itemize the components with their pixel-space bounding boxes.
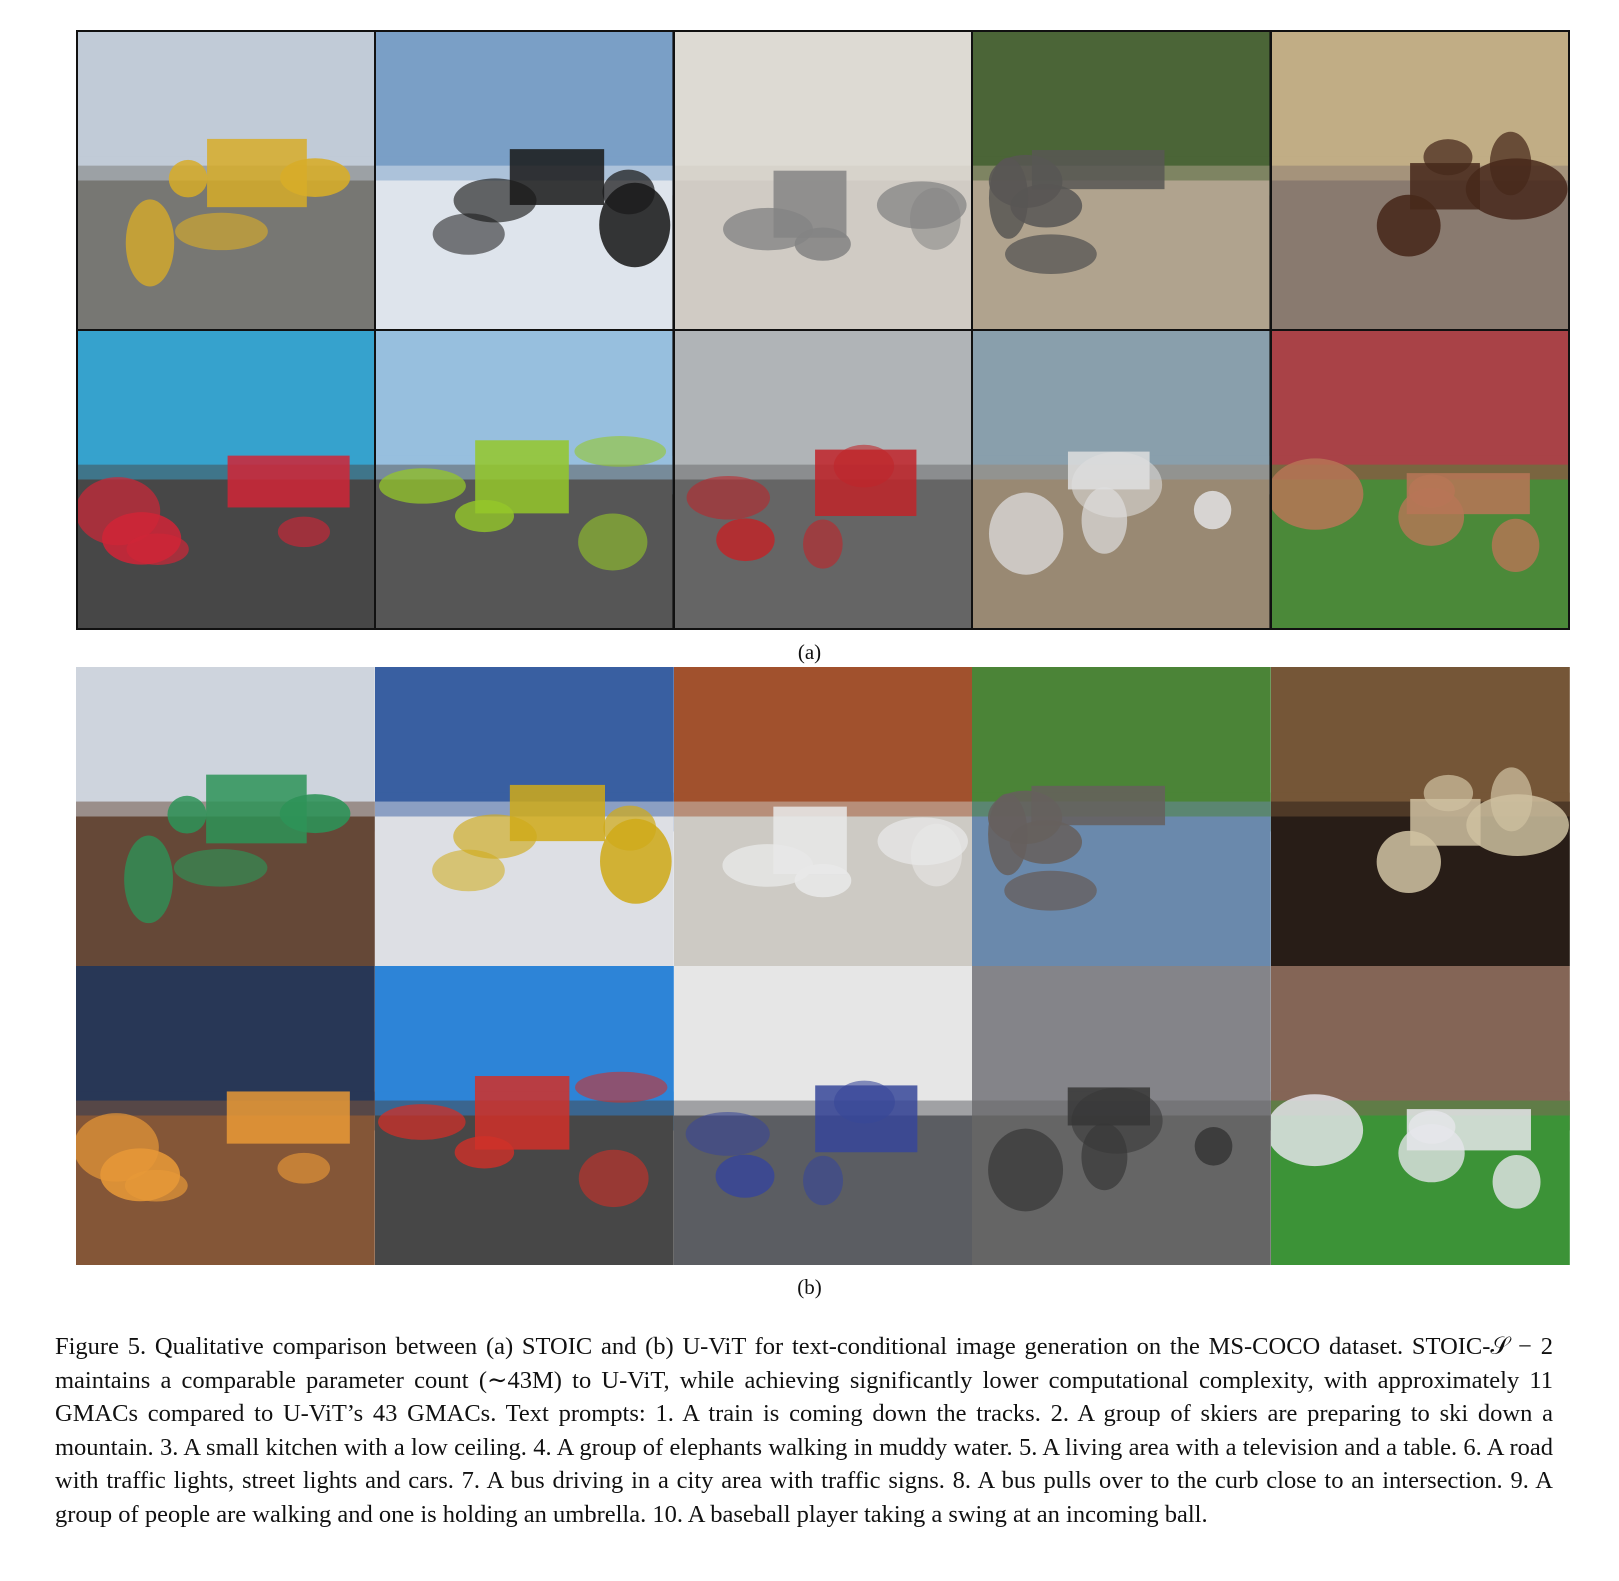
panel-a-image-4 bbox=[973, 32, 1269, 329]
panel-a-label: (a) bbox=[797, 640, 822, 664]
photo-illustration bbox=[1271, 667, 1570, 966]
panel-a-image-9 bbox=[973, 331, 1269, 628]
photo-illustration bbox=[675, 32, 971, 329]
panel-b-image-8 bbox=[674, 966, 973, 1265]
panel-b-image-2 bbox=[375, 667, 674, 966]
photo-illustration bbox=[1272, 331, 1568, 628]
panel-a-image-2 bbox=[376, 32, 672, 329]
panel-b-image-grid bbox=[76, 667, 1570, 1265]
photo-illustration bbox=[376, 331, 672, 628]
panel-a-image-3 bbox=[675, 32, 971, 329]
panel-a-image-8 bbox=[675, 331, 971, 628]
photo-illustration bbox=[674, 966, 973, 1265]
photo-illustration bbox=[78, 331, 374, 628]
panel-a-image-grid bbox=[76, 30, 1570, 630]
figure-caption: Figure 5. Qualitative comparison between (a) STOIC and (b) U-ViT for text-conditional image generation on the MS-COCO dataset. STOIC-𝒮 − 2 maintains a comparable parameter count (∼43M) to U-ViT, while achieving significantly lower computational complexity, with approximately 11 GMACs compared to U-ViT’s 43 GMACs. Text prompts: 1. A train is coming down the tracks. 2. A group of skiers are preparing to ski down a mountain. 3. A small kitchen with a low ceiling. 4. A group of elephants walking in muddy water. 5. A living area with a television and a table. 6. A road with traffic lights, street lights and cars. 7. A bus driving in a city area with traffic signs. 8. A bus pulls over to the curb close to an intersection. 9. A group of people are walking and one is holding an umbrella. 10. A baseball player taking a swing at an incoming ball. bbox=[55, 1333, 1553, 1528]
panel-a-image-5 bbox=[1272, 32, 1568, 329]
photo-illustration bbox=[376, 32, 672, 329]
panel-a-image-1 bbox=[78, 32, 374, 329]
panel-b-image-3 bbox=[674, 667, 973, 966]
photo-illustration bbox=[375, 667, 674, 966]
photo-illustration bbox=[973, 331, 1269, 628]
photo-illustration bbox=[76, 667, 375, 966]
photo-illustration bbox=[674, 667, 973, 966]
photo-illustration bbox=[675, 331, 971, 628]
panel-b-image-6 bbox=[76, 966, 375, 1265]
panel-a-image-6 bbox=[78, 331, 374, 628]
panel-b-image-10 bbox=[1271, 966, 1570, 1265]
photo-illustration bbox=[375, 966, 674, 1265]
panel-b-image-5 bbox=[1271, 667, 1570, 966]
photo-illustration bbox=[78, 32, 374, 329]
photo-illustration bbox=[1272, 32, 1568, 329]
panel-a-image-10 bbox=[1272, 331, 1568, 628]
photo-illustration bbox=[76, 966, 375, 1265]
photo-illustration bbox=[1271, 966, 1570, 1265]
panel-b-image-4 bbox=[972, 667, 1271, 966]
panel-b-image-9 bbox=[972, 966, 1271, 1265]
photo-illustration bbox=[973, 32, 1269, 329]
panel-a-image-7 bbox=[376, 331, 672, 628]
panel-b-image-1 bbox=[76, 667, 375, 966]
photo-illustration bbox=[972, 667, 1271, 966]
panel-b-label: (b) bbox=[797, 1275, 822, 1299]
photo-illustration bbox=[972, 966, 1271, 1265]
panel-b-image-7 bbox=[375, 966, 674, 1265]
